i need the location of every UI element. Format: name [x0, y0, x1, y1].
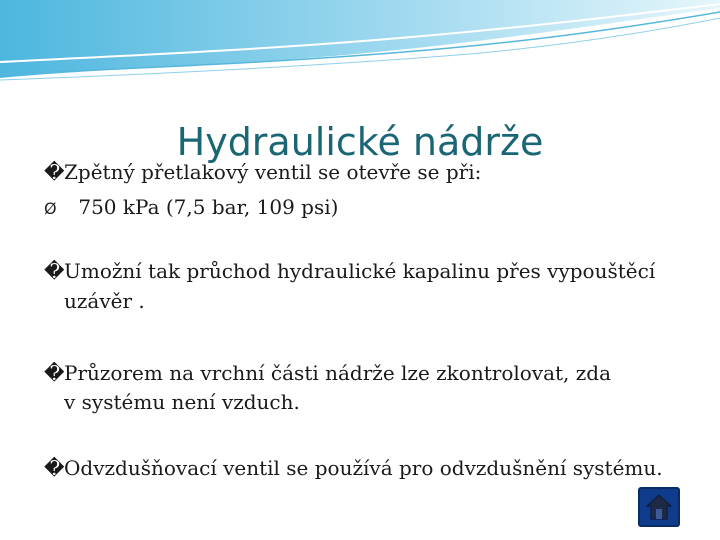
home-icon — [645, 493, 673, 521]
bullet-item — [44, 160, 481, 184]
header-wave-decoration — [0, 0, 720, 90]
bullet-text-continuation: v systému není vzduch. — [64, 390, 300, 414]
bullet-marker: � — [44, 259, 65, 283]
bullet-text-continuation: uzávěr . — [64, 289, 145, 313]
bullet-marker: � — [44, 361, 65, 385]
sub-bullet-text: 750 kPa (7,5 bar, 109 psi) — [72, 195, 339, 219]
bullet-marker: � — [44, 456, 65, 480]
bullet-text: Odvzdušňovací ventil se používá pro odvzdušnění systému. — [64, 456, 663, 480]
bullet-marker: � — [44, 160, 65, 184]
bullet-text: Průzorem na vrchní části nádrže lze zkontrolovat, zda — [64, 361, 612, 385]
bullet-text: Umožní tak průchod hydraulické kapalinu přes vypouštěcí — [64, 259, 656, 283]
bullet-item — [44, 456, 663, 480]
bullet-item — [44, 361, 611, 385]
sub-bullet-item — [44, 195, 338, 221]
bullet-item — [44, 259, 655, 283]
bullet-text: Zpětný přetlakový ventil se otevře se při: — [64, 160, 482, 184]
slide-title: Hydraulické nádrže — [176, 120, 544, 165]
arrow-bullet-icon: Ø — [44, 199, 57, 218]
home-button[interactable] — [638, 487, 680, 527]
